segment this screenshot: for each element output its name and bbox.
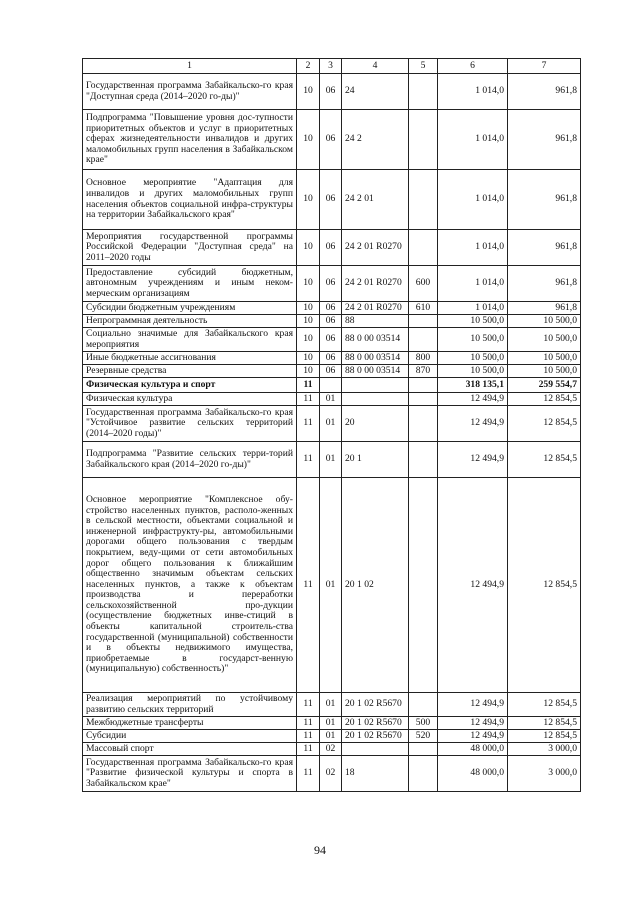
page-number: 94 bbox=[314, 843, 326, 857]
row-name: Основное мероприятие "Комплексное обу-стройство населенных пунктов, располо-женных в сельской местности, объектами социальной и инженерной инфраструкту-ры, автомобильными дорогами общего пользования с твердым покрытием, веду-щими от сети автомобильных дорог общего пользования к ближайшим общественно значимым объектам сельских населенных пунктов, а также к объектам производства и переработки сельскохозяйственной про-дукции (осуществление бюджетных инве-стиций в объекты капитальной строитель-ства государственной (муниципальной) собственности и в объекты недвижимого имущества, приобретаемые в государст-венную (муниципальную) собственность)" bbox=[83, 478, 297, 693]
row-amount-col6: 12 494,9 bbox=[438, 693, 508, 717]
row-amount-col6: 1 014,0 bbox=[438, 74, 508, 110]
row-expense-type bbox=[409, 110, 438, 170]
table-row bbox=[83, 110, 581, 170]
row-subsection-code: 06 bbox=[320, 302, 342, 315]
row-section-code: 11 bbox=[297, 406, 320, 442]
row-subsection-code: 01 bbox=[320, 442, 342, 478]
row-amount-col7: 961,8 bbox=[508, 266, 581, 302]
row-amount-col6: 1 014,0 bbox=[438, 170, 508, 230]
row-amount-col7: 961,8 bbox=[508, 170, 581, 230]
row-target-article: 88 0 00 03514 bbox=[342, 365, 409, 378]
row-subsection-code bbox=[320, 378, 342, 393]
row-amount-col6: 12 494,9 bbox=[438, 406, 508, 442]
row-name: Реализация мероприятий по устойчивому развитию сельских территорий bbox=[83, 693, 297, 717]
row-section-code: 11 bbox=[297, 717, 320, 730]
row-name: Подпрограмма "Развитие сельских терри-торий Забайкальского края (2014–2020 го-ды)" bbox=[83, 442, 297, 478]
row-section-code: 11 bbox=[297, 393, 320, 406]
row-subsection-code: 06 bbox=[320, 328, 342, 352]
row-name: Физическая культура bbox=[83, 393, 297, 406]
row-target-article: 88 bbox=[342, 315, 409, 328]
row-expense-type: 500 bbox=[409, 717, 438, 730]
row-amount-col6: 10 500,0 bbox=[438, 352, 508, 365]
row-expense-type: 800 bbox=[409, 352, 438, 365]
row-amount-col6: 10 500,0 bbox=[438, 365, 508, 378]
row-expense-type bbox=[409, 170, 438, 230]
row-amount-col7: 12 854,5 bbox=[508, 393, 581, 406]
row-amount-col7: 12 854,5 bbox=[508, 717, 581, 730]
row-target-article: 20 1 02 bbox=[342, 478, 409, 693]
row-amount-col6: 1 014,0 bbox=[438, 230, 508, 266]
row-expense-type: 600 bbox=[409, 266, 438, 302]
row-section-code: 10 bbox=[297, 315, 320, 328]
table-row bbox=[83, 756, 581, 792]
row-expense-type bbox=[409, 406, 438, 442]
row-section-code: 11 bbox=[297, 743, 320, 756]
row-subsection-code: 06 bbox=[320, 230, 342, 266]
row-expense-type bbox=[409, 328, 438, 352]
table-row bbox=[83, 315, 581, 328]
row-subsection-code: 01 bbox=[320, 478, 342, 693]
table-row bbox=[83, 170, 581, 230]
row-name: Субсидии bbox=[83, 730, 297, 743]
row-amount-col6: 10 500,0 bbox=[438, 315, 508, 328]
row-target-article: 24 2 01 R0270 bbox=[342, 230, 409, 266]
row-target-article: 18 bbox=[342, 756, 409, 792]
row-section-code: 10 bbox=[297, 170, 320, 230]
row-amount-col6: 12 494,9 bbox=[438, 717, 508, 730]
row-expense-type bbox=[409, 743, 438, 756]
row-section-code: 10 bbox=[297, 110, 320, 170]
row-section-code: 11 bbox=[297, 756, 320, 792]
row-amount-col6: 10 500,0 bbox=[438, 328, 508, 352]
row-expense-type: 610 bbox=[409, 302, 438, 315]
row-target-article: 24 bbox=[342, 74, 409, 110]
row-section-code: 11 bbox=[297, 730, 320, 743]
table-row bbox=[83, 302, 581, 315]
row-subsection-code: 06 bbox=[320, 110, 342, 170]
row-amount-col7: 961,8 bbox=[508, 302, 581, 315]
row-target-article bbox=[342, 378, 409, 393]
row-section-code: 10 bbox=[297, 328, 320, 352]
row-name: Межбюджетные трансферты bbox=[83, 717, 297, 730]
table-row bbox=[83, 365, 581, 378]
row-amount-col7: 961,8 bbox=[508, 74, 581, 110]
row-target-article: 20 1 02 R5670 bbox=[342, 730, 409, 743]
row-amount-col7: 12 854,5 bbox=[508, 730, 581, 743]
row-target-article bbox=[342, 743, 409, 756]
row-amount-col6: 1 014,0 bbox=[438, 110, 508, 170]
row-name: Подпрограмма "Повышение уровня дос-тупности приоритетных объектов и услуг в приоритетных сферах жизнедеятельности инвалидов и других маломобильных групп населения в Забайкальском крае" bbox=[83, 110, 297, 170]
row-name: Государственная программа Забайкальско-го края "Доступная среда (2014–2020 го-ды)" bbox=[83, 74, 297, 110]
row-amount-col6: 12 494,9 bbox=[438, 730, 508, 743]
row-expense-type bbox=[409, 230, 438, 266]
row-amount-col7: 10 500,0 bbox=[508, 365, 581, 378]
row-amount-col6: 12 494,9 bbox=[438, 478, 508, 693]
row-expense-type bbox=[409, 478, 438, 693]
row-amount-col7: 10 500,0 bbox=[508, 315, 581, 328]
table-row bbox=[83, 352, 581, 365]
row-subsection-code: 01 bbox=[320, 730, 342, 743]
row-subsection-code: 06 bbox=[320, 170, 342, 230]
row-amount-col6: 318 135,1 bbox=[438, 378, 508, 393]
row-expense-type: 520 bbox=[409, 730, 438, 743]
row-amount-col7: 961,8 bbox=[508, 110, 581, 170]
header-cell: 3 bbox=[320, 59, 342, 74]
row-expense-type bbox=[409, 393, 438, 406]
row-name: Государственная программа Забайкальско-го края "Устойчивое развитие сельских территорий (2014–2020 годы)" bbox=[83, 406, 297, 442]
table-row bbox=[83, 406, 581, 442]
row-amount-col7: 10 500,0 bbox=[508, 328, 581, 352]
row-amount-col6: 1 014,0 bbox=[438, 266, 508, 302]
row-subsection-code: 06 bbox=[320, 365, 342, 378]
row-section-code: 11 bbox=[297, 442, 320, 478]
row-amount-col7: 12 854,5 bbox=[508, 693, 581, 717]
row-name: Субсидии бюджетным учреждениям bbox=[83, 302, 297, 315]
row-amount-col7: 961,8 bbox=[508, 230, 581, 266]
row-name: Основное мероприятие "Адаптация для инвалидов и других маломобильных групп населения объектов социальной инфра-структуры на территории Забайкальского края" bbox=[83, 170, 297, 230]
row-name: Социально значимые для Забайкальского края мероприятия bbox=[83, 328, 297, 352]
row-amount-col6: 48 000,0 bbox=[438, 743, 508, 756]
row-expense-type bbox=[409, 756, 438, 792]
row-target-article: 24 2 01 bbox=[342, 170, 409, 230]
row-amount-col7: 12 854,5 bbox=[508, 478, 581, 693]
table-row bbox=[83, 74, 581, 110]
table-row bbox=[83, 442, 581, 478]
row-section-code: 10 bbox=[297, 230, 320, 266]
row-section-code: 10 bbox=[297, 74, 320, 110]
row-expense-type bbox=[409, 693, 438, 717]
row-target-article bbox=[342, 393, 409, 406]
row-amount-col6: 48 000,0 bbox=[438, 756, 508, 792]
row-section-code: 10 bbox=[297, 302, 320, 315]
row-name: Иные бюджетные ассигнования bbox=[83, 352, 297, 365]
row-subsection-code: 02 bbox=[320, 756, 342, 792]
header-cell: 4 bbox=[342, 59, 409, 74]
row-target-article: 20 1 02 R5670 bbox=[342, 717, 409, 730]
row-subsection-code: 06 bbox=[320, 74, 342, 110]
row-target-article: 20 1 bbox=[342, 442, 409, 478]
row-amount-col7: 3 000,0 bbox=[508, 756, 581, 792]
row-section-code: 11 bbox=[297, 693, 320, 717]
row-target-article: 88 0 00 03514 bbox=[342, 352, 409, 365]
row-target-article: 24 2 bbox=[342, 110, 409, 170]
table-row bbox=[83, 378, 581, 393]
row-name: Физическая культура и спорт bbox=[83, 378, 297, 393]
row-target-article: 24 2 01 R0270 bbox=[342, 302, 409, 315]
row-name: Резервные средства bbox=[83, 365, 297, 378]
row-section-code: 11 bbox=[297, 378, 320, 393]
row-section-code: 10 bbox=[297, 352, 320, 365]
table-row bbox=[83, 230, 581, 266]
header-cell: 5 bbox=[409, 59, 438, 74]
row-target-article: 20 1 02 R5670 bbox=[342, 693, 409, 717]
row-expense-type: 870 bbox=[409, 365, 438, 378]
row-amount-col7: 12 854,5 bbox=[508, 406, 581, 442]
row-amount-col6: 12 494,9 bbox=[438, 442, 508, 478]
table-row bbox=[83, 730, 581, 743]
row-expense-type bbox=[409, 442, 438, 478]
row-expense-type bbox=[409, 378, 438, 393]
header-cell: 1 bbox=[83, 59, 297, 74]
row-amount-col7: 12 854,5 bbox=[508, 442, 581, 478]
header-cell: 6 bbox=[438, 59, 508, 74]
row-target-article: 24 2 01 R0270 bbox=[342, 266, 409, 302]
row-section-code: 11 bbox=[297, 478, 320, 693]
table-body bbox=[83, 74, 581, 792]
row-subsection-code: 06 bbox=[320, 266, 342, 302]
table-row bbox=[83, 693, 581, 717]
row-name: Массовый спорт bbox=[83, 743, 297, 756]
row-amount-col7: 10 500,0 bbox=[508, 352, 581, 365]
row-expense-type bbox=[409, 74, 438, 110]
row-name: Предоставление субсидий бюджетным, автономным учреждениям и иным неком-мерческим организациям bbox=[83, 266, 297, 302]
header-cell: 7 bbox=[508, 59, 581, 74]
row-subsection-code: 06 bbox=[320, 352, 342, 365]
row-subsection-code: 02 bbox=[320, 743, 342, 756]
table-row bbox=[83, 743, 581, 756]
row-name: Государственная программа Забайкальско-го края "Развитие физической культуры и спорта в Забайкальском крае" bbox=[83, 756, 297, 792]
header-cell: 2 bbox=[297, 59, 320, 74]
row-subsection-code: 01 bbox=[320, 406, 342, 442]
row-amount-col6: 1 014,0 bbox=[438, 302, 508, 315]
header-row bbox=[83, 59, 581, 74]
row-subsection-code: 06 bbox=[320, 315, 342, 328]
row-target-article: 20 bbox=[342, 406, 409, 442]
table-row bbox=[83, 266, 581, 302]
row-amount-col6: 12 494,9 bbox=[438, 393, 508, 406]
table-row bbox=[83, 393, 581, 406]
table-row bbox=[83, 717, 581, 730]
row-subsection-code: 01 bbox=[320, 693, 342, 717]
row-subsection-code: 01 bbox=[320, 393, 342, 406]
row-section-code: 10 bbox=[297, 365, 320, 378]
table-row bbox=[83, 328, 581, 352]
row-expense-type bbox=[409, 315, 438, 328]
budget-table bbox=[82, 58, 581, 792]
row-name: Мероприятия государственной программы Российской Федерации "Доступная среда" на 2011–2020 годы bbox=[83, 230, 297, 266]
table-row bbox=[83, 478, 581, 693]
row-name: Непрограммная деятельность bbox=[83, 315, 297, 328]
row-subsection-code: 01 bbox=[320, 717, 342, 730]
row-section-code: 10 bbox=[297, 266, 320, 302]
row-amount-col7: 3 000,0 bbox=[508, 743, 581, 756]
row-target-article: 88 0 00 03514 bbox=[342, 328, 409, 352]
row-amount-col7: 259 554,7 bbox=[508, 378, 581, 393]
